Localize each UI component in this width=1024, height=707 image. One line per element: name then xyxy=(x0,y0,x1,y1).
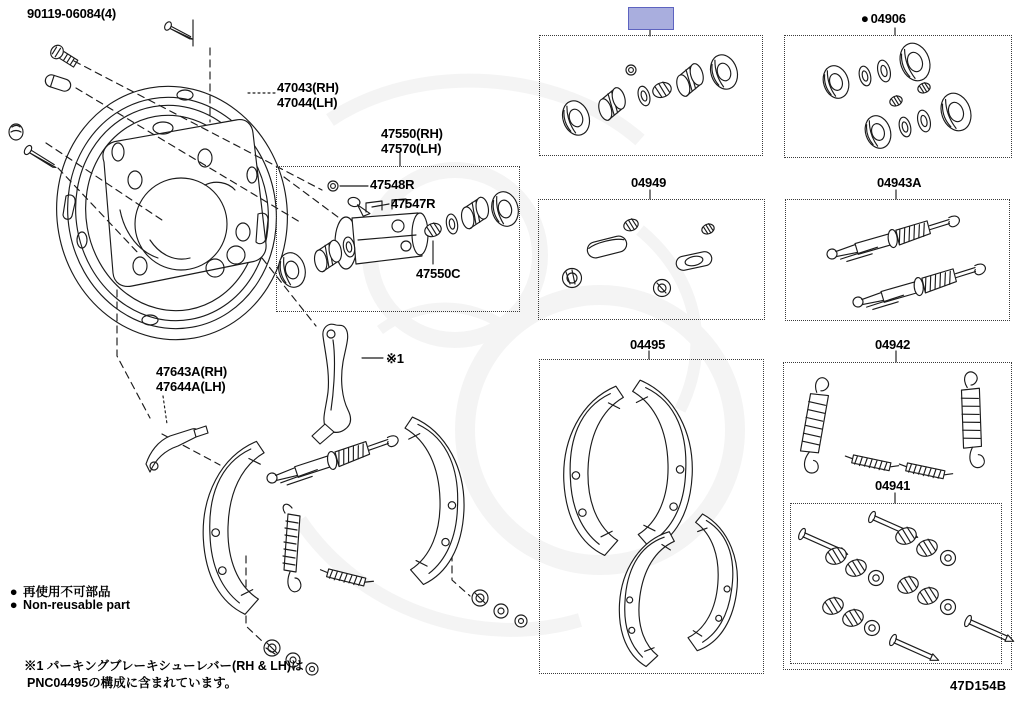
hold-down-kit-box xyxy=(790,503,1002,664)
label-cylinder-spring[interactable]: 47550C xyxy=(416,266,461,281)
label-backing-plate-rh: 47043(RH) xyxy=(277,80,339,95)
diagram-code: 47D154B xyxy=(950,678,1007,693)
shoe-kit-box xyxy=(539,359,764,674)
label-wheel-cylinder-lh: 47570(LH) xyxy=(381,141,442,156)
label-bleeder-plug[interactable]: 47548R xyxy=(370,177,415,192)
cylinder-kit-box xyxy=(539,35,763,156)
label-wheel-cylinder[interactable] xyxy=(381,126,443,156)
label-kit-04941[interactable]: 04941 xyxy=(875,478,911,493)
highlighted-part-hotspot[interactable] xyxy=(628,7,674,30)
shoe-assembly-drawing xyxy=(203,417,527,675)
label-backing-plate[interactable] xyxy=(277,80,339,110)
legend-jp: ● 再使用不可部品 xyxy=(9,584,111,600)
label-kit-04949[interactable]: 04949 xyxy=(631,175,667,190)
adjuster-kit-box xyxy=(785,199,1010,321)
label-bleeder[interactable]: 47547R xyxy=(391,196,436,211)
label-shoe-lever-lh: 47644A(LH) xyxy=(156,379,226,394)
parking-lever-drawing xyxy=(312,324,351,444)
legend-bullet-icon: ● xyxy=(9,597,18,613)
boot-kit-box xyxy=(538,199,765,320)
legend-bullet-icon: ● xyxy=(9,584,18,600)
shoe-lever-drawing xyxy=(146,426,208,472)
label-bolt-part-number[interactable]: 90119-06084(4) xyxy=(27,6,116,21)
label-kit-04906[interactable]: ● 04906 xyxy=(860,10,906,27)
label-kit-04943a[interactable]: 04943A xyxy=(877,175,922,190)
legend-en: ● Non-reusable part xyxy=(9,597,131,613)
label-kit-04942[interactable]: 04942 xyxy=(875,337,911,352)
footnote-line1: ※1 パーキングブレーキシューレバー(RH & LH)は xyxy=(24,659,304,673)
non-reusable-bullet-icon: ● xyxy=(860,10,869,27)
seal-kit-box xyxy=(784,35,1012,158)
label-kit-04495[interactable]: 04495 xyxy=(630,337,666,352)
label-ref-marker: ※1 xyxy=(386,351,404,366)
footnote-line2: PNC04495の構成に含まれています。 xyxy=(27,676,238,690)
label-backing-plate-lh: 47044(LH) xyxy=(277,95,338,110)
label-shoe-lever[interactable] xyxy=(156,364,227,394)
label-shoe-lever-rh: 47643A(RH) xyxy=(156,364,227,379)
label-wheel-cylinder-rh: 47550(RH) xyxy=(381,126,443,141)
